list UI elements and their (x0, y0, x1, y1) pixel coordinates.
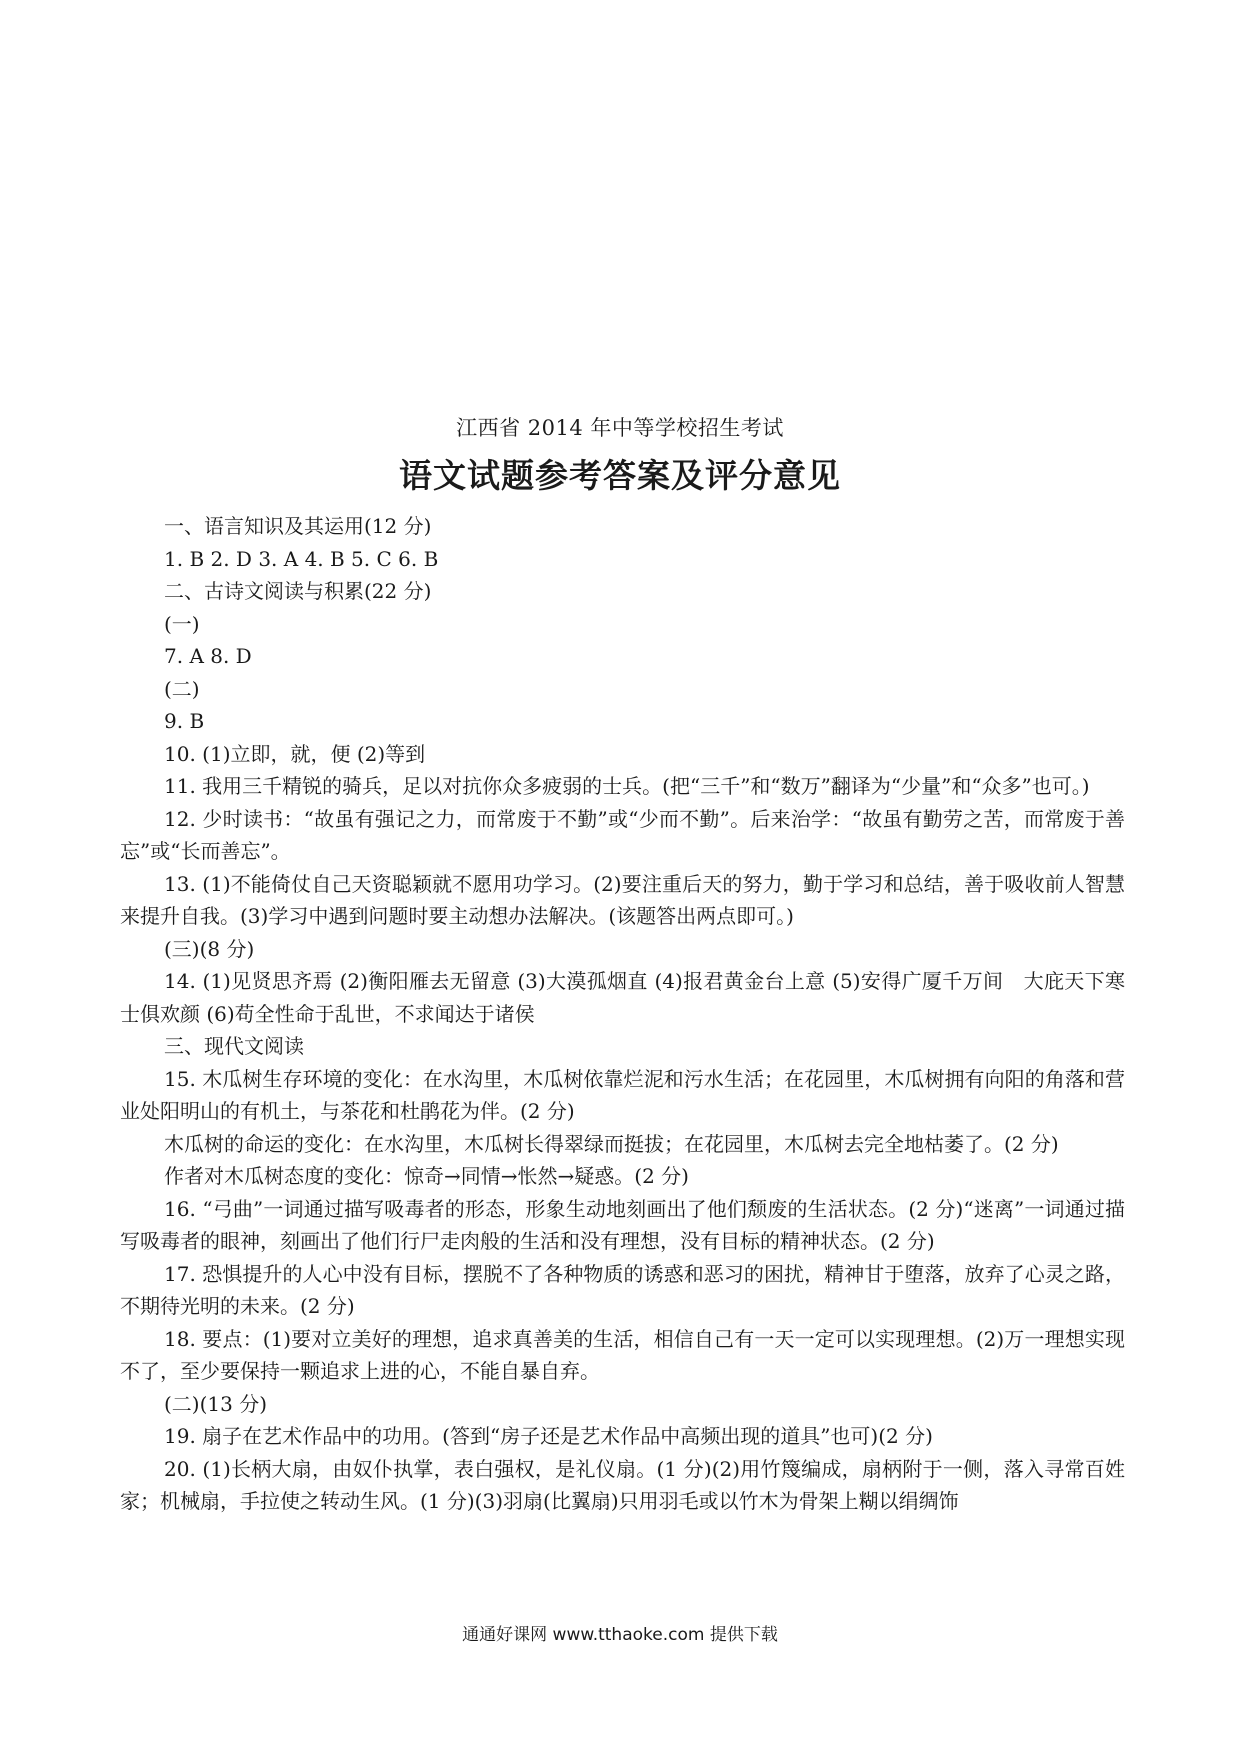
answer-paragraph: 17. 恐惧提升的人心中没有目标，摆脱不了各种物质的诱惑和恶习的困扰，精神甘于堕落，放弃了心灵之路，不期待光明的未来。(2 分) (120, 1261, 1125, 1318)
page-footer: 通通好课网 www.tthaoke.com 提供下载 (462, 1625, 778, 1645)
answer-line: 1. B 2. D 3. A 4. B 5. C 6. B (164, 546, 439, 571)
answer-paragraph: 20. (1)长柄大扇，由奴仆执掌，表白强权，是礼仪扇。(1 分)(2)用竹篾编成，扇柄附于一侧，落入寻常百姓家；机械扇，手拉使之转动生风。(1 分)(3)羽扇(比翼扇)只用羽毛或以竹木为骨架上糊以绢绸饰 (120, 1456, 1125, 1513)
document-title: 语文试题参考答案及评分意见 (399, 456, 841, 495)
answer-paragraph: 作者对木瓜树态度的变化：惊奇→同情→怅然→疑惑。(2 分) (164, 1164, 689, 1188)
answer-paragraph: 16. “弓曲”一词通过描写吸毒者的形态，形象生动地刻画出了他们颓废的生活状态。(2 分)“迷离”一词通过描写吸毒者的眼神，刻画出了他们行尸走肉般的生活和没有理想，没有目标的精神状态。(2 分) (120, 1196, 1125, 1253)
subsection-heading: (三)(8 分) (164, 936, 255, 961)
exam-subtitle: 江西省 2014 年中等学校招生考试 (456, 416, 784, 440)
section-heading: 二、古诗文阅读与积累(22 分) (164, 579, 432, 603)
answer-paragraph: 15. 木瓜树生存环境的变化：在水沟里，木瓜树依靠烂泥和污水生活；在花园里，木瓜树拥有向阳的角落和营业处阳明山的有机土，与茶花和杜鹃花为伴。(2 分) (120, 1066, 1125, 1123)
answer-line: 10. (1)立即，就，便 (2)等到 (164, 741, 426, 766)
answer-paragraph: 12. 少时读书：“故虽有强记之力，而常废于不勤”或“少而不勤”。后来治学：“故虽有勤劳之苦，而常废于善忘”或“长而善忘”。 (120, 806, 1125, 863)
answer-paragraph: 木瓜树的命运的变化：在水沟里，木瓜树长得翠绿而挺拔；在花园里，木瓜树去完全地枯萎了。(2 分) (164, 1131, 1059, 1156)
answer-paragraph: 18. 要点：(1)要对立美好的理想，追求真善美的生活，相信自己有一天一定可以实现理想。(2)万一理想实现不了，至少要保持一颗追求上进的心，不能自暴自弃。 (120, 1326, 1125, 1383)
subsection-heading: (二) (164, 676, 200, 701)
answer-line: 7. A 8. D (164, 644, 252, 668)
answer-line: 9. B (164, 709, 205, 733)
answer-paragraph: 11. 我用三千精锐的骑兵，足以对抗你众多疲弱的士兵。(把“三千”和“数万”翻译为“少量”和“众多”也可。) (164, 774, 1090, 798)
section-heading: 三、现代文阅读 (164, 1034, 304, 1058)
answer-content (120, 510, 1125, 1518)
answer-paragraph: 19. 扇子在艺术作品中的功用。(答到“房子还是艺术作品中高频出现的道具”也可)(2 分) (164, 1424, 933, 1448)
subsection-heading: (二)(13 分) (164, 1391, 268, 1416)
section-heading: 一、语言知识及其运用(12 分) (164, 514, 432, 538)
subsection-heading: (一) (164, 611, 200, 636)
answer-paragraph: 14. (1)见贤思齐焉 (2)衡阳雁去无留意 (3)大漠孤烟直 (4)报君黄金台上意 (5)安得广厦千万间 大庇天下寒士俱欢颜 (6)苟全性命于乱世，不求闻达于诸侯 (120, 969, 1125, 1026)
answer-paragraph: 13. (1)不能倚仗自己天资聪颖就不愿用功学习。(2)要注重后天的努力，勤于学习和总结，善于吸收前人智慧来提升自我。(3)学习中遇到问题时要主动想办法解决。(该题答出两点即可。) (120, 871, 1125, 928)
